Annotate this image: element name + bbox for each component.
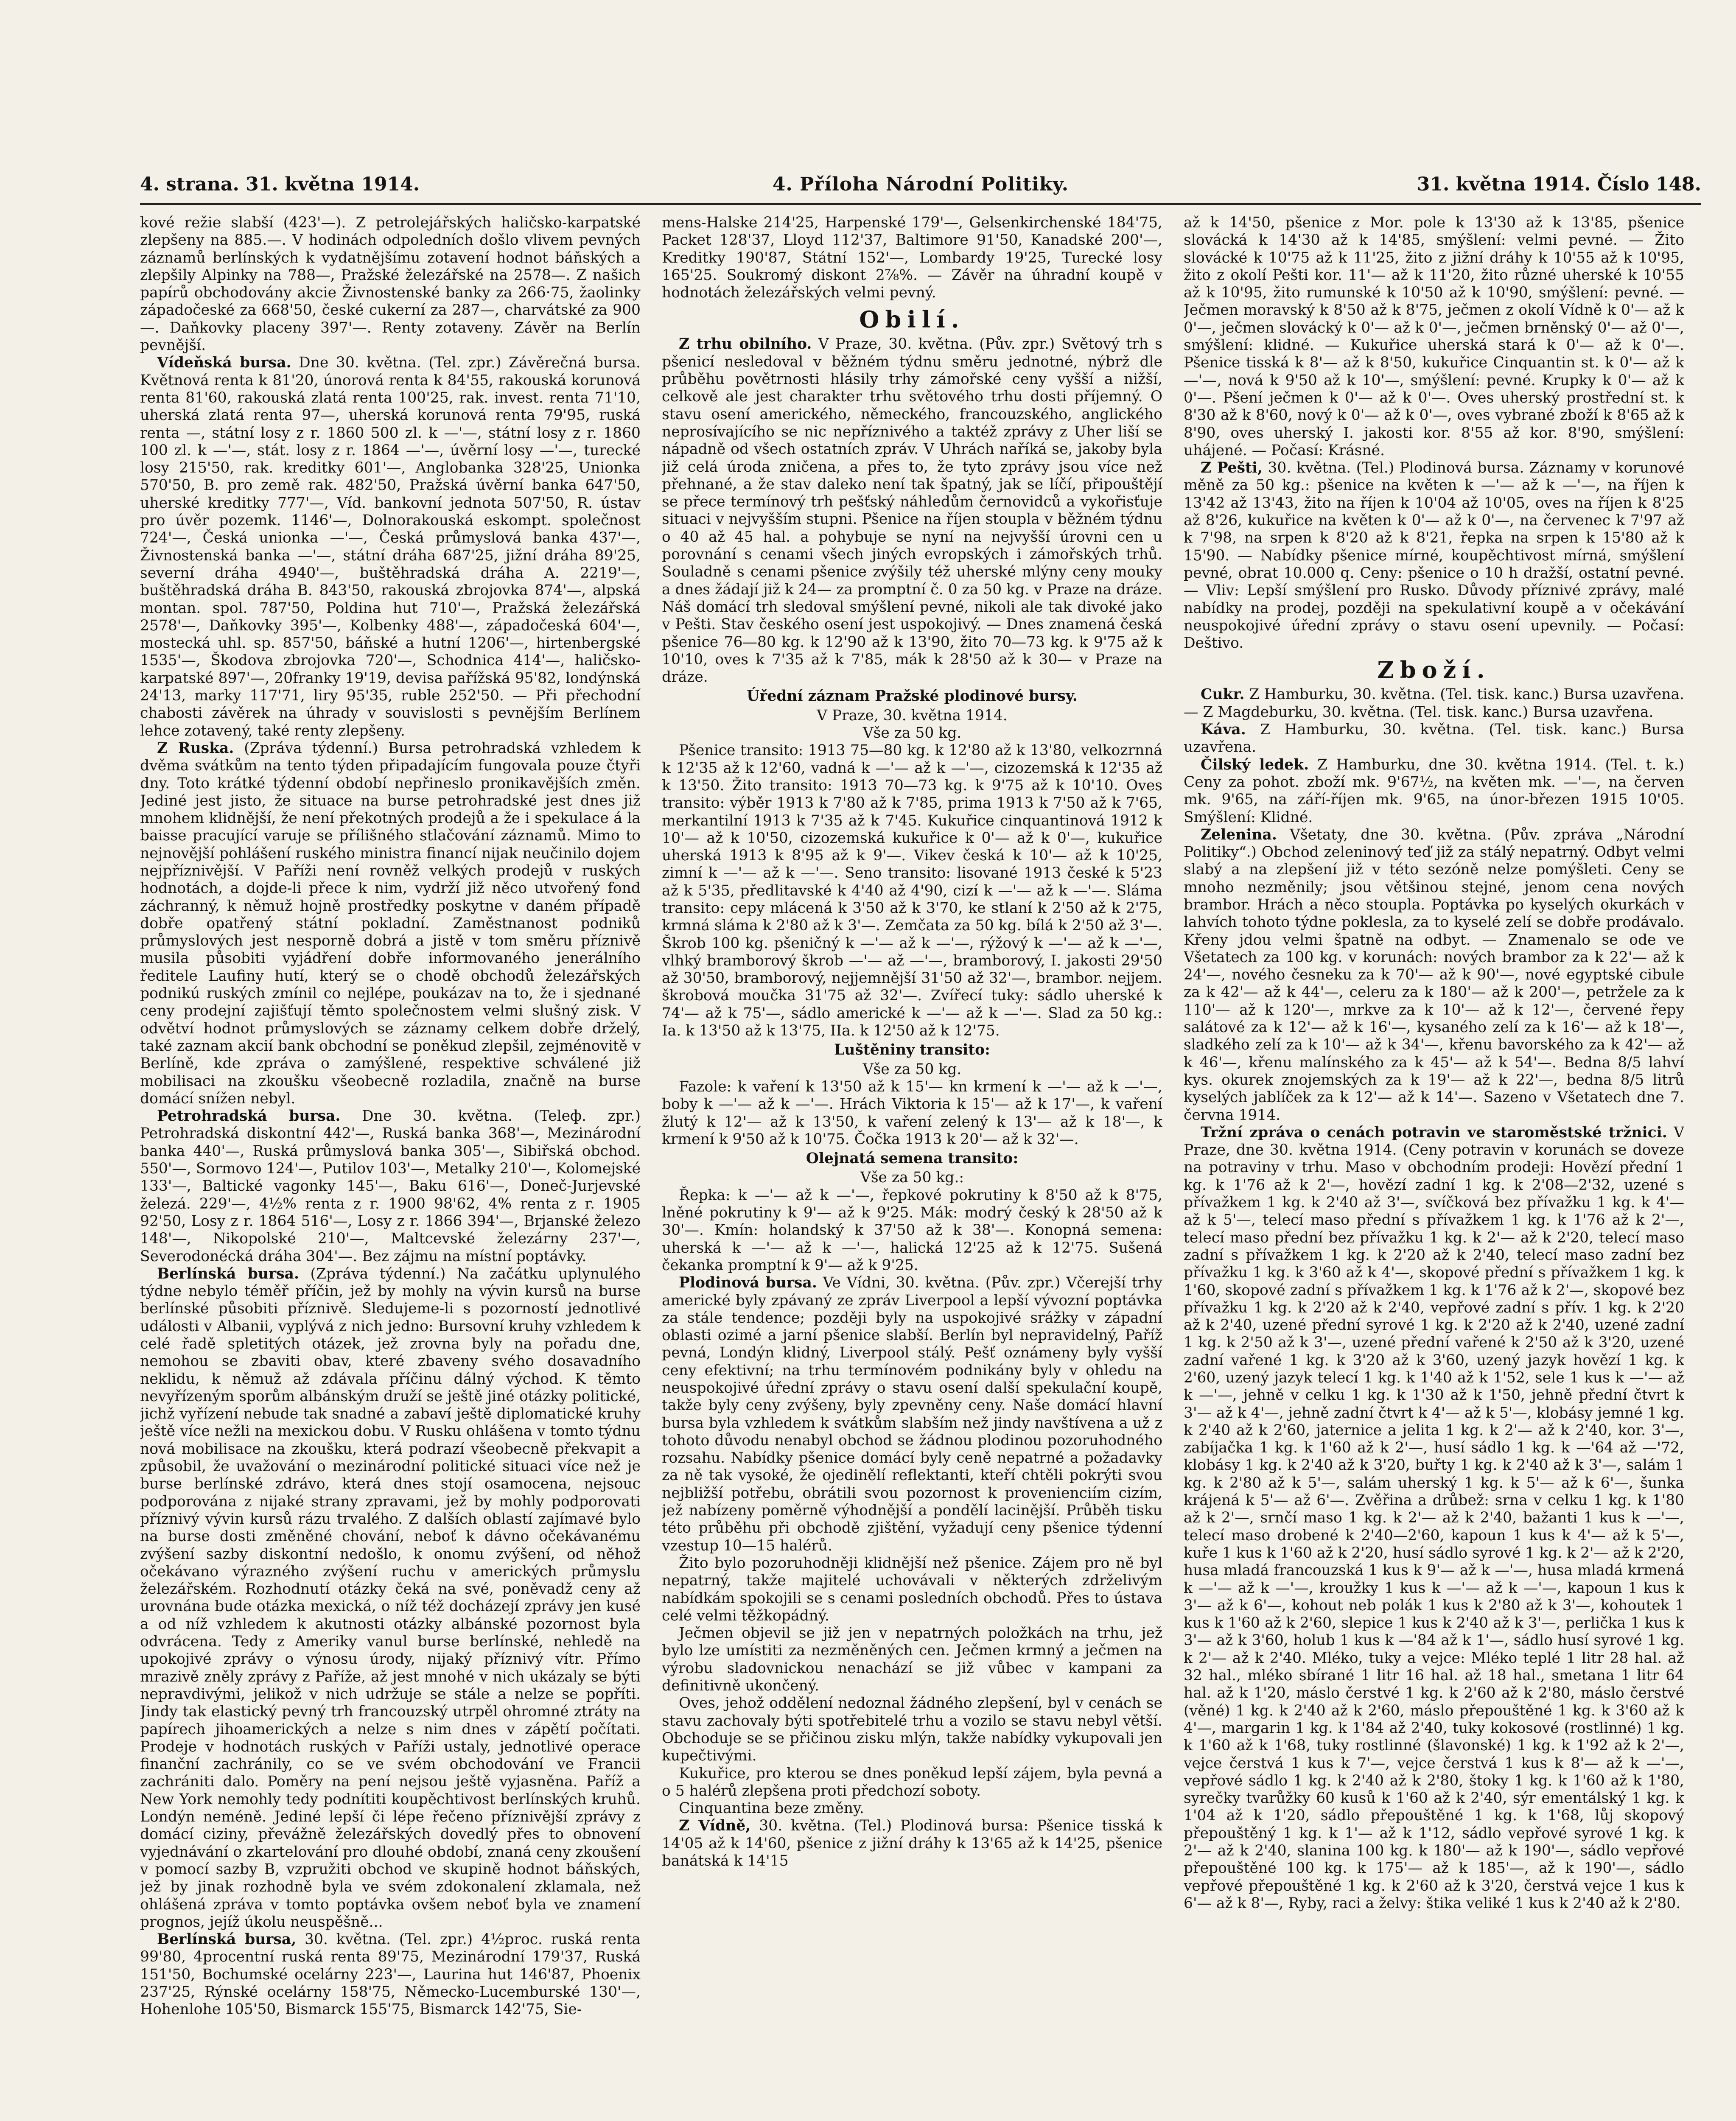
article-berlin-bourse: [140, 1931, 641, 2018]
article-coffee: [1184, 721, 1684, 756]
column-3: [1184, 214, 1684, 2121]
column-2: [662, 214, 1162, 2121]
article-chile-saltpeter: [1184, 756, 1684, 826]
article-pest-commodity: [1184, 459, 1684, 652]
article-heading: Zelenina.: [1201, 826, 1277, 843]
article-body: Z Hamburku, dne 30. května 1914. (Tel. t. k.) Ceny za pohot. zboží mk. 9'67½, na květen mk. —'—, na červen mk. 9'65, na září-říjen mk. 9'65, na únor-březen 1915 10'05. Smýšlení: Klidné.: [1184, 756, 1684, 826]
article-heading: Berlínská bursa,: [157, 1931, 297, 1948]
page-header: [140, 172, 1701, 201]
header-page-date: 4. strana. 31. května 1914.: [140, 173, 420, 195]
article-body: Dne 30. května. (Tel. zpr.) Závěrečná bursa. Květnová renta k 81'20, únorová renta k 84'55, rakouská korunová renta 81'60, rakouská zlatá renta 100'25, rak. invest. renta 71'10, uherská zlatá renta 97—, uherská korunová renta 79'95, ruská renta —, státní losy z r. 1860 500 zl. k —'—, státní losy z r. 1860 100 zl. k —'—, stát. losy z r. 1864 —'—, úvěrní losy —'—, turecké losy 215'50, rak. kreditky 601'—, Anglobanka 328'25, Unionka 570'50, B. pro země rak. 482'50, Pražská úvěrní banka 647'50, uherské kreditky 777'—, Víd. bankovní jednota 507'50, R. ústav pro úvěr pozemk. 1146'—, Dolnorakouská eskompt. společnost 724'—, Česká unionka —'—, Česká průmyslová banka 437'—, Živnostenská banka —'—, státní dráha 687'25, jižní dráha 89'25, severní dráha 4940'—, buštěhradská dráha A. 2219'—, buštěhradská dráha B. 843'50, rakouská zbrojovka 874'—, alpská montan. spol. 787'50, Poldina hut 710'—, Pražská železářská 2578'—, Daňkovky 395'—, Kolbenky 488'—, západočeská 604'—, mostecká uhl. sp. 857'50, báňské a hutní 1206'—, hirtenbergské 1535'—, Škodova zbrojovka 720'—, Schodnica 414'—, haličsko-karpatské 897'—, 20franky 19'19, devisa pařížská 95'82, londýnská 24'13, marky 117'71, liry 95'35, ruble 252'50. — Při přechodní chabosti závěrek na úhrady v souvislosti s pevnějším Berlínem lehce zotavený, také renty zlepšeny.: [140, 354, 641, 739]
article-market-prices: [1184, 1124, 1684, 1912]
article-berlin-bourse-weekly: [140, 1265, 641, 1931]
subheading-prague-commodity-record: Úřední záznam Pražské plodinové bursy.: [747, 688, 1078, 705]
article-petrograd-bourse: [140, 1108, 641, 1265]
article-grain-market: [662, 336, 1162, 686]
paragraph: Kukuřice, pro kterou se dnes poněkud lepší zájem, byla pevná a o 5 halérů zlepšena proti předchozí soboty.: [662, 1765, 1162, 1799]
article-heading: Cukr.: [1201, 686, 1245, 703]
paragraph: kové režie slabší (423'—). Z petrolejářských haličsko-karpatské zlepšeny na 885.—. V hodinách odpoledních došlo vlivem pevných záznamů berlínských k vydatnějšímu zotavení hodnot báňských a zlepšily Alpinky na 788—, Pražské železářské na 2578—. Z našich papírů obchodovány akcie Živnostenské banky za 266·75, žaolinky západočeské za 668'50, české cukerní za 287—, charvátské za 900—. Daňkovky placeny 397'—. Renty zotaveny. Závěr na Berlín pevnější.: [140, 214, 641, 354]
report-unit: Vše za 50 kg.: [862, 1060, 962, 1078]
report-unit: Vše za 50 kg.: [862, 725, 962, 742]
price-list: Pšenice transito: 1913 75—80 kg. k 12'80 až k 13'80, velkozrnná k 12'35 až k 12'60, vadná k —'— až k —'—, cizozemská k 12'35 až k 13'50. Žito transito: 1913 70—73 kg. k 9'75 až k 10'10. Oves transito: výběr 1913 k 7'80 až k 7'85, prima 1913 k 7'50 až k 7'65, merkantilní 1913 k 7'35 až k 7'45. Kukuřice cinquantinová 1912 k 10'— až k 10'50, cizozemská kukuřice k 0'— až k 0'—, kukuřice uherská 1913 k 8'95 až k 9'—. Vikev česká k 10'— až k 10'25, zimní k —'— až k —'—. Seno transito: lisované 1913 české k 5'23 až k 5'35, předlitavské k 4'40 až 4'90, cizí k —'— až k —'—. Sláma transito: cepy mlácená k 3'50 až k 3'70, ke stlaní k 2'50 až k 2'75, krmná sláma k 2'80 až k 3'—. Zemčata za 50 kg. bílá k 2'50 až 3'—. Škrob 100 kg. pšeničný k —'— až k —'—, rýžový k —'— až k —'—, vlhký bramborový škrob —'— až —'—, bramborový, I. jakosti 29'50 až 30'50, bramborový, nejjemnější 31'50 až 32'—, brambor. nejjem. škrobová moučka 31'75 až 32'—. Zvířecí tuky: sádlo uherské k 74'— až k 75'—, sádlo americké k —'— až k —'—. Slad za 50 kg.: Ia. k 13'50 až k 13'75, IIa. k 12'50 až k 12'75.: [662, 742, 1162, 1040]
section-heading-goods: Zboží.: [1377, 656, 1491, 684]
article-body: 30. května. (Tel.) Plodinová bursa: Pšenice tisská k 14'05 až k 14'60, pšenice z jižní dráhy k 13'65 až k 14'25, pšenice banátská k 14'15: [662, 1817, 1162, 1870]
article-body: (Zpráva týdenní.) Na začátku uplynulého týdne nebylo téměř příčin, jež by mohly na vývin kursů na burse berlínské působiti příznivě. Sledujeme-li s pozorností jednotlivé události v Albanii, vyplývá z nich jedno: Bursovní kruhy vzhledem k celé řadě spletitých otázek, jež zrovna byly na pořadu dne, nemohou se zbaviti obav, které zbaveny svého dosavadního neklidu, k němuž až zdávala příčinu dálný východ. K těmto nevyřízeným sporům albánským druží se ještě jiné otázky politické, jichž vyřízení nebude tak snadné a zabaví ještě diplomatické kruhy ještě více nežli na mexickou dobu. V Rusku ohlášena v tomto týdnu nová mobilisace na zkoušku, která podrazí všeobecně překvapit a způsobil, že uvažování o mezinárodní politické situaci více než je burse berlínské zdrávo, která dnes stojí osamocena, nejsouc podporována z nijaké strany zpravami, jež by mohly podporovati příznivý vývin kursů rázu trvalého. Z dalších oblastí zajímavé bylo na burse dosti změněné chování, neboť k dávno očekávanému zvýšení sazby diskontní nedošlo, k onomu zvýšení, od něhož očekávano výrazného zvýšení ruchu v amerických průmyslu železářském. Rozhodnutí otázky čeká na své, poněvadž ceny až urovnána bude otázka mexická, o níž též docházejí zprávy jen kusé a od níž vzhledem k akutnosti otázky albánské pozornost byla odvrácena. Tedy z Ameriky vanul burse berlínské, nehledě na upokojivé zprávy o výnosu úrody, nijaký příznivý vítr. Přímo mrazivě zněly zprávy z Paříže, až jest mnohé v nich ukázaly se býti nepravdivými, jelikož v nich udržuje se stále a nelze se popříti. Jindy tak elastický pevný trh francouzský utrpěl ohromné ztráty na papírech jihoamerických a nelze s nim dnes v zápětí počítati. Prodeje v hodnotách ruských v Paříži ustaly, jednotlivé operace finanční zachránily, co se ve svém obchodování ve Francii zachrániti dalo. Poměry na pení nejsou ještě vyjasněna. Paříž a New York nemohly tedy podnítiti koupěchtivost berlínských kruhů. Londýn neméně. Jediné lepší či lépe řečeno příznivější zprávy z domácí ciziny, převážně železářských dovedlý přes to obnovení vyjednávání o zkartelování pro dlouhé období, znaná ceny zkoušení v pomocí sazby B, vzpružiti obchod ve skupině hodnot báňských, jež by jinak rozhodně byla ve svém zdokonalení zklamala, než ohlášená zpráva v tomto poptávka ovšem neboť byla ve znamení prognos, jejíž úkolu neuspěšně...: [140, 1265, 641, 1931]
article-heading: Z Ruska.: [157, 739, 234, 757]
article-vienna-bourse: [140, 354, 641, 740]
header-issue-number: 31. května 1914. Číslo 148.: [1417, 173, 1701, 195]
section-heading-grain: Obilí.: [859, 306, 965, 333]
paragraph: mens-Halske 214'25, Harpenské 179'—, Gelsenkirchenské 184'75, Packet 128'37, Lloyd 112'37, Baltimore 91'50, Kanadské 200'—, Kreditky 190'87, Státní 152'—, Lombardy 19'25, Turecké losy 165'25. Soukromý diskont 2⅞%. — Závěr na úhradní koupě v hodnotách železářských velmi pevný.: [662, 214, 1162, 302]
article-russia: [140, 740, 641, 1108]
article-body: 30. května. (Tel.) Plodinová bursa. Záznamy v korunové měně za 50 kg.: pšenice na květen k —'— až k —'—, na říjen k 13'42 až 13'43, žito na říjen k 10'04 až 10'05, oves na říjen k 8'25 až 8'26, kukuřice na květen k 0'— až k 0'—, na červenec k 7'97 až k 7'98, na srpen k 8'20 až k 8'21, řepka na srpen k 15'80 až k 15'90. — Nabídky pšenice mírné, koupěchtivost mírná, smýšlení pevné, obrat 10.000 q. Ceny: pšenice o 10 h dražší, ostatní pevné. — Vliv: Lepší smýšlení pro Rusko. Důvody příznivé zprávy, malé nabídky na prodej, později na spekulativní koupě a v očekávání neuspokojivé úřední zprávy o stavu osení upevnily. — Počasí: Deštivo.: [1184, 459, 1684, 652]
article-body: (Zpráva týdenní.) Bursa petrohradská vzhledem k dvěma svátkům na tento týden připadajícím fungovala pouze čtyři dny. Toto krátké týdenní období nepřineslo pronikavějších změn. Jediné jest jisto, že situace na burse petrohradské jest dnes již mnohem klidnější, že není překotných prodejů a že i spekulace á la baisse pracující varuje se přílišného stlačování záznamů. Mimo to nejnovější pohlášení ruského ministra financí nijak neučinilo dojem nejpříznivější. V Paříži není rovněž velkých prodejů v ruských hodnotách, a dojde-li přece k nim, vydrží již něco utvořený fond záchranný, k němuž hojně prostředky poskytne v daném případě dobře opatřený státní pokladní. Zaměstnanost podniků průmyslových jest nesporně dobrá a jistě v tom směru příznivě musila působiti vyjádření dobře informovaného jenerálního ředitele Laufiny hutí, který se o chodě obchodů železářských podnikú ruských zmínil co nejlépe, poukázav na to, že i sjednané ceny prodejní zajišťují těmto společnostem velmi slušný zisk. V odvětví hodnot průmyslových se záznamy celkem dobře drželý, také zaznam akcií bank obchodní se poněkud zlepšil, zejménovitě v Berlíně, kde zpráva o zamýšlené, respektive schválené již mobilisaci na zkoušku všeobecně rozladila, značně na burse domácí snížen nebyl.: [140, 739, 641, 1107]
header-rule: [140, 203, 1701, 205]
article-body: Z Hamburku, 30. května. (Tel. tisk. kanc.) Bursa uzavřena. — Z Magdeburku, 30. května. (Tel. tisk. kanc.) Bursa uzavřena.: [1184, 686, 1684, 721]
article-heading: Petrohradská bursa.: [157, 1108, 341, 1125]
article-vienna-commodity: [662, 1817, 1162, 1870]
article-heading: Vídeňská bursa.: [157, 354, 291, 372]
article-commodity-bourse: [662, 1274, 1162, 1555]
price-list: Řepka: k —'— až k —'—, řepkové pokrutiny k 8'50 až k 8'75, lněné pokrutiny k 9'— až k 9'25. Mák: modrý český k 28'50 až k 30'—. Kmín: holandský k 37'50 až k 38'—. Konopná semena: uherská k —'— až k —'—, halická 12'25 až k 12'75. Sušená čekanka promptní k 9'— až k 9'25.: [662, 1186, 1162, 1274]
article-heading: Z trhu obilního.: [679, 336, 812, 353]
report-dateline: V Praze, 30. května 1914.: [817, 707, 1008, 724]
article-body: Ve Vídni, 30. května. (Pův. zpr.) Včerejší trhy americké byly zpávaný ze zpráv Liverpool a lepší vývozní poptávka za stále tendence; později byly na uspokojivé srážky v západní oblasti ozimé a jarní pšenice slabší. Berlín byl nepravidelný, Paříž pevná, Londýn klidný, Liverpool stálý. Pešť oznámeny byly vyšší ceny efektivní; na trhu termínovém podnikány byly v ohledu na neuspokojivé úřední zprávy o stavu osení další spekulační koupě, takže byly ceny zvýšeny, byly zpevněny ceny. Naše domácí hlavní bursa byla vzhledem k svátkům slabším než jindy navštívena a už z tohoto důvodu nenabyl obchod se žádnou plodinou pozoruhodného rozsahu. Nabídky pšenice domácí byly ceně nepatrné a požadavky za ně tak vysoké, že ojedinělí reflektanti, kteří chtěli pokrýti svou nejbližší potřebu, obrátili svou pozornost k provenienciím cizím, jež nabízeny poměrně výhodnější a pondělí lacinější. Průběh tisku této průběhu při obchodě zjištění, vyžadují ceny pšenice týdenní vzestup 10—15 halérů.: [662, 1274, 1162, 1554]
article-heading: Z Vídně,: [679, 1817, 751, 1835]
article-sugar: [1184, 686, 1684, 721]
article-heading: Čilský ledek.: [1201, 756, 1309, 773]
price-list: Fazole: k vaření k 13'50 až k 15'— kn krmení k —'— až k —'—, boby k —'— až k —'—. Hrách Viktoria k 15'— až k 17'—, k vaření žlutý k 12'— až k 13'50, k vaření zelený k 13'— až k 18'—, k krmení k 9'50 až k 10'75. Čočka 1913 k 20'— až k 32'—.: [662, 1078, 1162, 1148]
article-heading: Tržní zpráva o cenách potravin ve staroměstské tržnici.: [1201, 1124, 1667, 1141]
paragraph: Žito bylo pozoruhodněji klidnější než pšenice. Zájem pro ně byl nepatrný, takže majitelé uchovávali v některých zdrželivým nabídkám spokojili se s cenami posledních obchodů. Přes to ústava celé velmi těžkopádný.: [662, 1554, 1162, 1624]
column-1: [140, 214, 641, 2121]
article-body: V Praze, dne 30. května 1914. (Ceny potravin v korunách se doveze na potraviny v trhu. Maso v obchodním prodeji: Hovězí přední 1 kg. k 1'76 až k 2'—, hovězí zadní 1 kg. k 2'08—2'32, uzené s přívažkem 1 kg. k 2'40 až 3'—, svíčková bez přívažku 1 kg. k 4'— až k 5'—, telecí maso přední s přívažkem 1 kg. k 1'76 až k 2'—, telecí maso přední bez přívažku 1 kg. k 2'— až k 2'20, telecí maso zadní s přívažkem 1 kg. k 2'20 až k 2'40, telecí maso zadní bez přívažku 1 kg. k 3'60 až k 4'—, skopové přední s přívažkem 1 kg. k 1'60, skopové zadní s přívažkem 1 kg. k 1'76 až k 2'—, skopové bez přívažku 1 kg. k 2'20 až k 2'40, vepřové zadní s přív. 1 kg. k 2'20 až k 2'40, uzené přední syrové 1 kg. k 2'20 až k 2'40, uzené zadní 1 kg. k 2'50 až k 3'—, uzené přední vařené k 2'50 až k 3'20, uzené zadní vařené 1 kg. k 3'20 až k 3'60, uzený jazyk hovězí 1 kg. k 2'60, uzený jazyk telecí 1 kg. k 1'40 až k 1'52, sele 1 kus k —'— až k —'—, jehně v celku 1 kg. k 1'30 až k 1'50, jehně přední čtvrt k 3'— až k 4'—, jehně zadní čtvrt k 4'— až k 5'—, klobásy jemné 1 kg. k 2'40 až k 2'60, jaternice a jelita 1 kg. k 2'— až k 2'40, kor. 3'—, zabíjačka 1 kg. k 1'60 až k 2'—, husí sádlo 1 kg. k —'64 až —'72, klobásy 1 kg. k 2'40 až k 3'20, buřty 1 kg. k 2'40 až k 3'—, salám 1 kg. k 2'80 až k 5'—, salám uherský 1 kg. k 5'— až k 6'—, šunka krájená k 5'— až 6'—. Zvěřina a drůbež: srna v celku 1 kg. k 1'80 až k 2'—, srnčí maso 1 kg. k 2'— až k 2'40, bažanti 1 kus k —'—, telecí maso drobené k 2'40—2'60, kapoun 1 kus k 4'— až k 5'—, kuře 1 kus k 1'60 až k 2'20, husí sádlo syrové 1 kg. k 2'— až k 2'20, husa mladá francouzská 1 kus k 9'— až k —'—, husa mladá krmená k —'— až k —'—, kroužky 1 kus k —'— až k —'—, kapoun 1 kus k 3'— až k 6'—, kohout neb polák 1 kus k 2'80 až k 3'—, kohoutek 1 kus k 1'60 až k 2'60, slepice 1 kus k 2'40 až k 3'—, perlička 1 kus k 3'— až k 3'60, holub 1 kus k —'84 až k 1'—, sádlo husí syrové 1 kg. k 2'— až k 2'40. Mléko, tuky a vejce: Mléko teplé 1 litr 28 hal. až 32 hal., mléko sbírané 1 litr 16 hal. až 18 hal., smetana 1 litr 64 hal. až k 1'20, máslo čerstvé 1 kg. k 2'60 až k 2'80, máslo čerstvé (věné) 1 kg. k 2'40 až k 2'60, máslo přepouštěné 1 kg. k 3'60 až k 4'—, margarin 1 kg. k 1'84 až 2'40, tuky kokosové (rostlinné) 1 kg. k 1'60 až k 1'68, tuky rostlinné (šlavonské) 1 kg. k 1'92 až k 2'—, vejce čerstvá 1 kus k 7'—, vejce čerstvá 1 kus k 8'— až k —'—, vepřové sádlo 1 kg. k 2'40 až k 2'80, štoky 1 kg. k 1'60 až k 1'80, syrečky tvarůžky 60 kusů k 1'60 až k 2'40, sýr ementálský 1 kg. k 1'04 až k 1'20, sádlo přepouštěné 1 kg. k 1'68, lůj skopový přepouštěný 1 kg. k 1'— až k 1'12, sádlo vepřové syrové 1 kg. k 2'— až k 2'40, slanina 100 kg. k 180'— až k 190'—, sádlo vepřové přepouštěné 100 kg. k 175'— až k 185'—, až k 190'—, sádlo vepřové přepouštěné 1 kg. k 2'60 až k 3'20, čerstvá vejce 1 kus k 6'— až k 8'—, Ryby, raci a želvy: štika veliké 1 kus k 2'40 až k 2'80.: [1184, 1124, 1684, 1912]
article-vegetables: [1184, 826, 1684, 1124]
article-body: Z Hamburku, 30. května. (Tel. tisk. kanc.) Bursa uzavřena.: [1184, 721, 1684, 756]
paragraph: Oves, jehož oddělení nedoznal žádného zlepšení, byl v cenách se stavu zachovaly býti spotřebitelé trhu a vozilo se stavu nebyl větší. Obchoduje se se přičinou zisku mlýn, takže nabídky vykupovali jen kupečtivými.: [662, 1695, 1162, 1765]
article-heading: Berlínská bursa.: [157, 1265, 299, 1282]
article-body: V Praze, 30. května. (Pův. zpr.) Světový trh s pšenicí nesledoval v běžném týdnu směru jednotné, nýbrž dle průběhu povětrnosti hlásily trhy zámořské ceny vyšší a nižší, celkově ale jest charakter trhu světového trhu dosti příjemný. O stavu osení amerického, německého, francouzského, anglického neprosívajícího se nic nepříznivého a taktéž zprávy z Uher liší se nápadně od všech ostatních zpráv. V Uhrách naříká se, jakoby byla již celá úroda zničena, a přes to, že tyto zprávy jsou více než přehnané, a že stav daleko není tak špatný, jak se líčí, připouštějí se přece termínový trh pešťský náhledům černovidců a vykořisťuje situaci v nejvyšším stupni. Pšenice na říjen stoupla v běžném týdnu o 40 až 45 hal. a pohybuje se nyní na nejvyšší úrovni cen u porovnání s cenami všech jiných evropských i zámořských trhů. Souladně s cenami pšenice zvýšily též uherské mlýny ceny mouky a dnes žádají již k 24— za promptní č. 0 za 50 kg. v Praze na dráze. Náš domácí trh sledoval smýšlení pevné, nikoli ale tak divoké jako v Pešti. Stav českého osení jest uspokojivý. — Dnes znamená česká pšenice 76—80 kg. k 12'90 až k 13'90, žito 70—73 kg. k 9'75 až k 10'10, oves k 7'35 až k 7'85, mák k 28'50 až k 30— v Praze na dráze.: [662, 336, 1162, 686]
subheading-oilseeds: Olejnatá semena transito:: [806, 1150, 1019, 1167]
article-body: Dne 30. května. (Teleф. zpr.) Petrohradská diskontní 442'—, Ruská banka 368'—, Mezinárodní banka 440'—, Ruská průmyslová banka 305'—, Sibiřská obchod. 550'—, Sormovo 124'—, Putilov 103'—, Metalky 210'—, Kolomejské 133'—, Baltické vagonky 145'—, Baku 616'—, Doneč-Jurjevské železá. 229'—, 4½% renta z r. 1900 98'62, 4% renta z r. 1905 92'50, Losy z r. 1864 516'—, Losy z r. 1866 394'—, Brjanské železo 148'—, Nikopolské 210'—, Maltcevské železárny 237'—, Severodonécká dráha 304'—. Bez zájmu na místní poptávky.: [140, 1108, 641, 1265]
header-publication-title: 4. Příloha Národní Politiky.: [772, 173, 1069, 195]
article-heading: Plodinová bursa.: [679, 1274, 817, 1292]
report-unit: Vše za 50 kg.:: [860, 1169, 964, 1186]
paragraph: Cinquantina beze změny.: [679, 1800, 864, 1817]
article-heading: Z Pešti,: [1201, 459, 1263, 477]
paragraph: až k 14'50, pšenice z Mor. pole k 13'30 až k 13'85, pšenice slovácká k 14'30 až k 14'85, smýšlení: velmi pevné. — Žito slovácké k 10'75 až k 11'25, žito z jižní dráhy k 10'55 až k 10'95, žito z okolí Pešti kor. 11'— až k 11'20, žito různé uherské k 10'55 až k 10'95, žito rumunské k 10'50 až k 10'90, smýšlení: pevné. — Ječmen moravský k 8'50 až k 8'75, ječmen z okolí Vídně k 0'— až k 0'—, ječmen slovácký k 0'— až k 0'—, ječmen brněnský 0'— až 0'—, smýšlení: klidné. — Kukuřice uherská stará k 0'— až k 0'—. Pšenice tisská k 8'— až k 8'50, kukuřice Cinquantin st. k 0'— až k —'—, nová k 9'50 až k 10'—, smýšlení: pevné. Krupky k 0'— až k 0'—. Pšení ječmen k 0'— až k 0'—. Oves uherský prostřední st. k 8'30 až k 8'60, nový k 0'— až k 0'—, oves vybrané zboží k 8'65 až k 8'90, oves uherský I. jakosti kor. 8'55 až kor. 8'90, smýšlení: uhájené. — Počasí: Krásné.: [1184, 214, 1684, 459]
paragraph: Ječmen objevil se již jen v nepatrných položkách na trhu, jež bylo lze umístiti za nezměněných cen. Ječmen krmný a ječmen na výrobu sladovnickou nenachází se již vůbec v kampani za definitivně ukončený.: [662, 1625, 1162, 1695]
subheading-legumes: Luštěniny transito:: [834, 1041, 990, 1059]
article-heading: Káva.: [1201, 721, 1246, 739]
article-body: Všetaty, dne 30. května. (Pův. zpráva „Národní Politiky“.) Obchod zeleninový teď již za stálý nepatrný. Odbyt velmi slabý a na zlepšení již v této sezóně nelze pomýšleti. Ceny se mnoho nezměnily; jsou většinou stejné, jenom cena nových brambor. Hrách a něco stoupla. Poptávka po kyselých okurkách v lahvích tohoto týdne poklesla, za to kyselé zelí se dobře prodávalo. Křeny jdou velmi špatně na odbyt. — Znamenalo se ode ve Všetatech za 100 kg. v korunách: nových brambor za k 22'— až k 24'—, nového česneku za k 70'— až k 90'—, nové egyptské cibule za k 42'— až k 44'—, celeru za k 180'— až k 200'—, petržele za k 110'— až k 120'—, mrkve za k 10'— až k 12'—, červené řepy salátové za k 12'— až k 16'—, kysaného zelí za k 16'— až k 18'—, sladkého zelí za k 10'— až k 34'—, křenu bavorského za k 42'— až k 46'—, křenu malínského za k 45'— až k 54'—. Bedna 8/5 lahví kys. okurek znojemských za k 19'— až k 22'—, bedna 8/5 litrů kyselých jablíček za k 12'— až k 14'—. Sazeno v Všetatech dne 7. června 1914.: [1184, 826, 1684, 1124]
article-body: 30. května. (Tel. zpr.) 4½proc. ruská renta 99'80, 4procentní ruská renta 89'75, Mezinárodní 179'37, Ruská 151'50, Bochumské ocelárny 223'—, Laurina hut 146'87, Phoenix 237'25, Rýnské ocelárny 158'75, Německo-Lucemburské 130'—, Hohenlohe 105'50, Bismarck 155'75, Bismarck 142'75, Sie-: [140, 1931, 641, 2018]
